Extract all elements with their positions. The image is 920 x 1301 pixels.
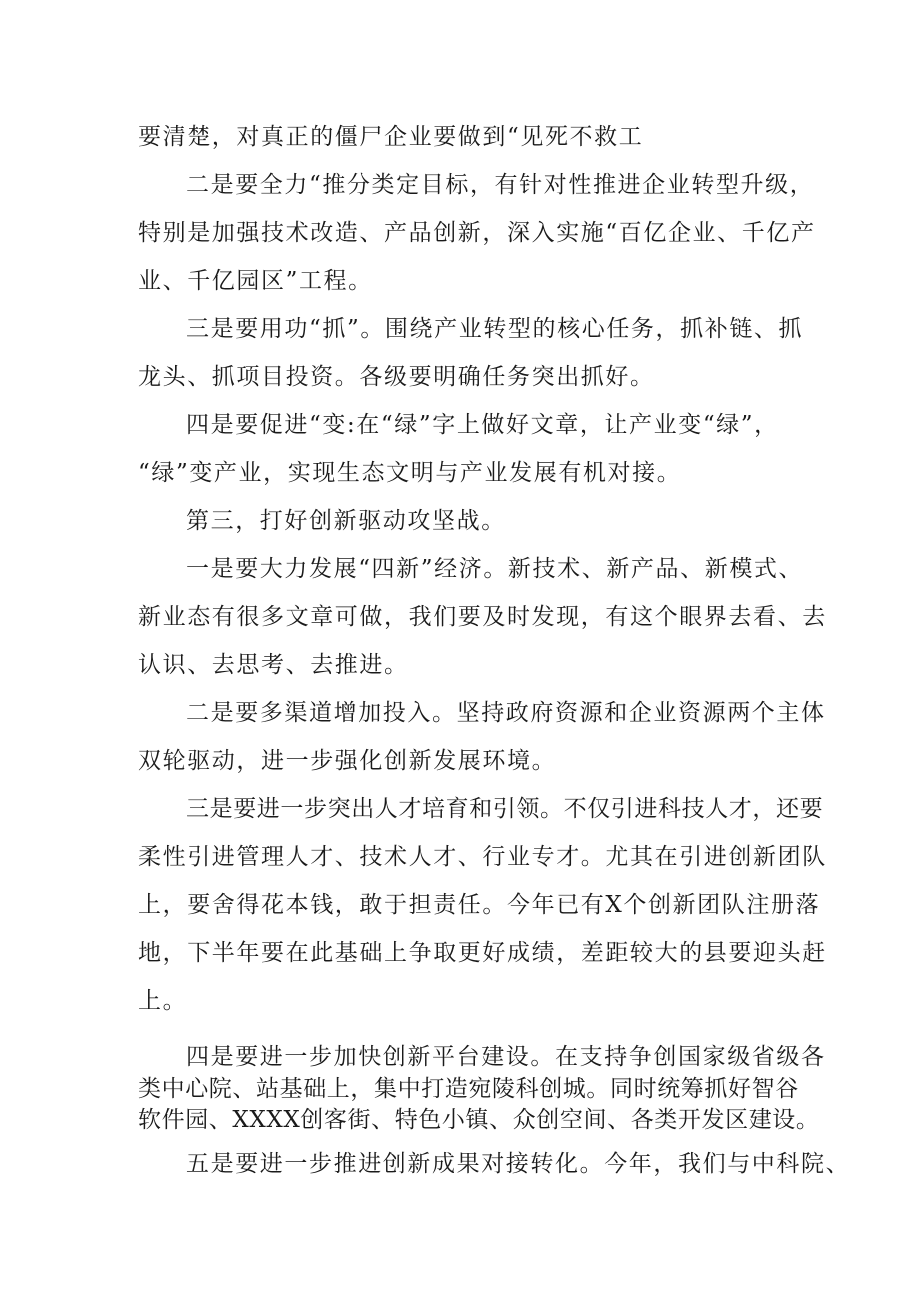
- paragraph-start-line: 五是要进一步推进创新成果对接转化。今年，我们与中科院、: [186, 1151, 851, 1177]
- text-line: 龙头、抓项目投资。各级要明确任务突出抓好。: [138, 364, 655, 390]
- text-line: 双轮驱动，进一步强化创新发展环境。: [138, 748, 557, 774]
- paragraph-start-line: 二是要多渠道增加投入。坚持政府资源和企业资源两个主体: [186, 700, 826, 726]
- text-line: 业、千亿园区”工程。: [138, 268, 373, 294]
- text-line: 上。: [138, 988, 188, 1014]
- text-line: 上，要舍得花本钱，敢于担责任。今年已有X个创新团队注册落: [138, 892, 821, 918]
- text-line: 地，下半年要在此基础上争取更好成绩，差距较大的县要迎头赶: [138, 940, 827, 966]
- paragraph-start-line: 四是要促进“变:在“绿”字上做好文章，让产业变“绿”，: [186, 412, 779, 438]
- section-heading: 第三，打好创新驱动攻坚战。: [186, 508, 506, 534]
- text-line: 类中心院、站基础上，集中打造宛陵科创城。同时统筹抓好智谷: [138, 1076, 799, 1102]
- text-line: 认识、去思考、去推进。: [138, 652, 409, 678]
- text-line: “绿”变产业，实现生态文明与产业发展有机对接。: [138, 460, 682, 486]
- text-line: 软件园、XXXX创客街、特色小镇、众创空间、各类开发区建设。: [138, 1107, 820, 1133]
- text-line: 要清楚，对真正的僵尸企业要做到“见死不救工: [138, 124, 644, 150]
- paragraph-start-line: 四是要进一步加快创新平台建设。在支持争创国家级省级各: [186, 1044, 826, 1070]
- text-line: 特别是加强技术改造、产品创新，深入实施“百亿企业、千亿产: [138, 220, 816, 246]
- text-line: 柔性引进管理人才、技术人才、行业专才。尤其在引进创新团队: [138, 844, 827, 870]
- paragraph-start-line: 三是要进一步突出人才培育和引领。不仅引进科技人才，还要: [186, 796, 824, 822]
- text-line: 新业态有很多文章可做，我们要及时发现，有这个眼界去看、去: [138, 604, 827, 630]
- paragraph-start-line: 三是要用功“抓”。围绕产业转型的核心任务，抓补链、抓: [186, 316, 804, 342]
- paragraph-start-line: 一是要大力发展“四新”经济。新技术、新产品、新模式、: [186, 556, 804, 582]
- paragraph-start-line: 二是要全力“推分类定目标，有针对性推进企业转型升级，: [186, 172, 815, 198]
